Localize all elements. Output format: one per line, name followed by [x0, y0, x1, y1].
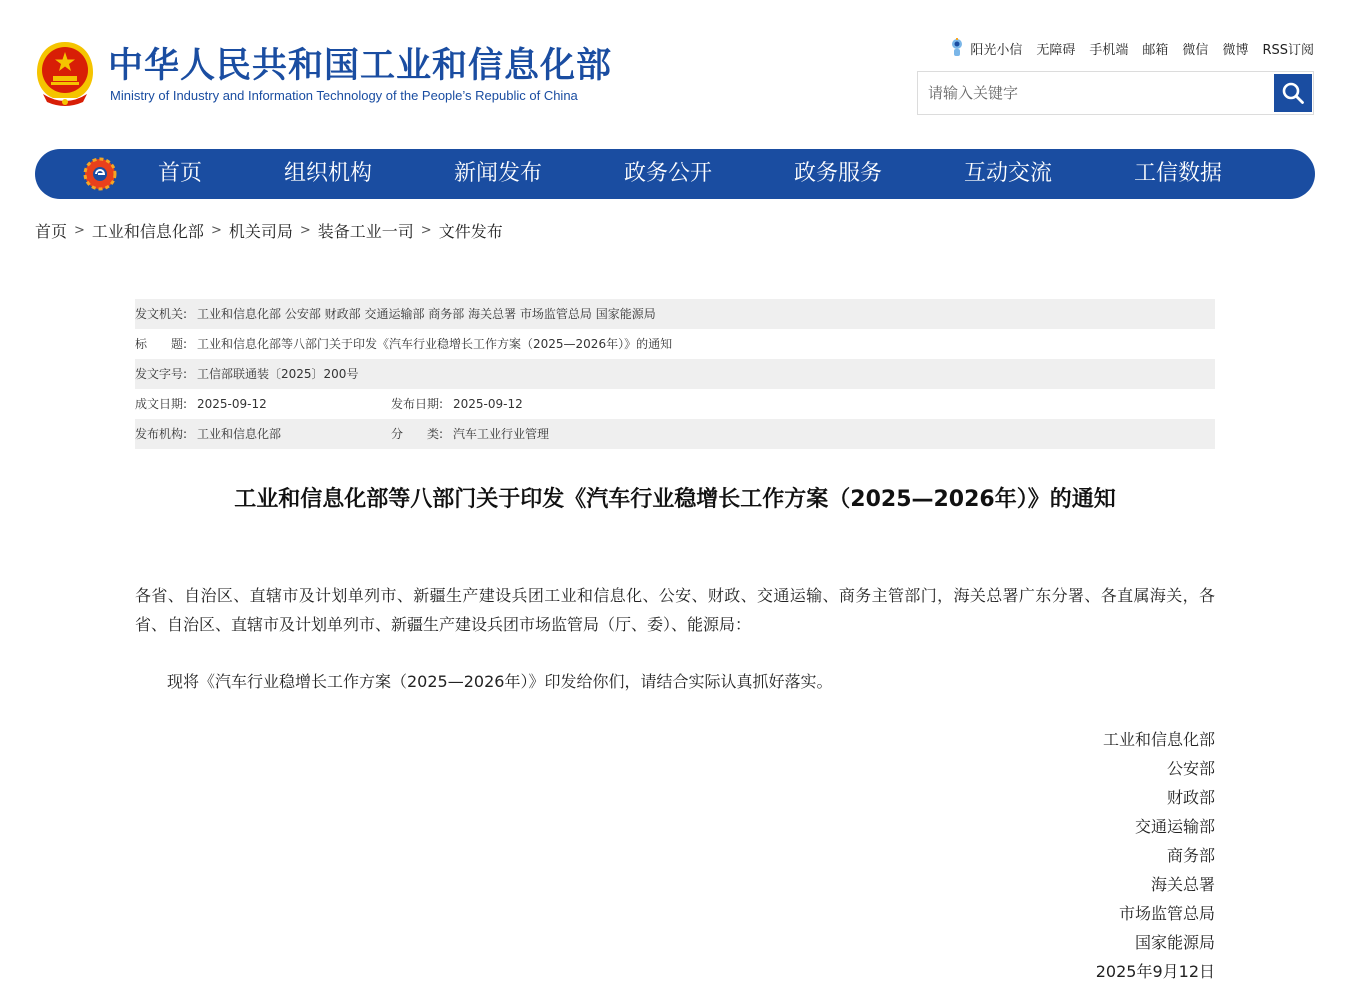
- signatory: 工业和信息化部: [1102, 730, 1215, 749]
- breadcrumb-separator: >: [299, 223, 311, 238]
- document-addressees: 各省、自治区、直辖市及计划单列市、新疆生产建设兵团工业和信息化、公安、财政、交通运输、商务主管部门，海关总署广东分署、各直属海关，各省、自治区、直辖市及计划单列市、新疆生产建设兵团市场监管局（厅、委）、能源局：: [135, 586, 1215, 634]
- signatory: 海关总署: [1150, 875, 1215, 894]
- meta-agency-label: 发布机构:: [135, 427, 188, 441]
- site-title-en: Ministry of Industry and Information Technology of the People’s Republic of China: [110, 88, 578, 103]
- robot-mascot-icon: [950, 38, 964, 58]
- meta-title-value: 工业和信息化部等八部门关于印发《汽车行业稳增长工作方案（2025—2026年）》的通知: [197, 337, 673, 351]
- meta-issuer-value: 工业和信息化部 公安部 财政部 交通运输部 商务部 海关总署 市场监管总局 国家能源局: [197, 307, 656, 321]
- meta-created-label: 成文日期:: [135, 397, 188, 411]
- meta-row-dates: [135, 389, 1215, 419]
- meta-row-issuer: [135, 299, 1215, 329]
- document-heading: 工业和信息化部等八部门关于印发《汽车行业稳增长工作方案（2025—2026年）》的通知: [234, 487, 1116, 512]
- miit-logo-icon: [83, 157, 117, 191]
- top-link-weibo[interactable]: 微博: [1222, 42, 1249, 58]
- signatory: 交通运输部: [1134, 817, 1215, 836]
- meta-issuer-label: 发文机关:: [135, 307, 188, 321]
- breadcrumb-separator: >: [210, 223, 222, 238]
- document-date: 2025年9月12日: [1095, 962, 1215, 981]
- top-link-mail[interactable]: 邮箱: [1142, 42, 1169, 58]
- breadcrumb-home[interactable]: 首页: [35, 222, 68, 241]
- breadcrumb-equipment-dept[interactable]: 装备工业一司: [317, 222, 414, 241]
- top-links: [950, 37, 1314, 59]
- meta-published-label: 发布日期:: [391, 397, 444, 411]
- main-nav: [35, 149, 1315, 199]
- meta-row-docno: [135, 359, 1215, 389]
- signatories: [1096, 725, 1215, 982]
- top-link-sunshine[interactable]: [950, 38, 1022, 58]
- meta-title-label: 标 题:: [135, 337, 188, 351]
- search-icon: [1281, 81, 1305, 105]
- meta-published-value: 2025-09-12: [453, 397, 523, 411]
- meta-docno-value: 工信部联通装〔2025〕200号: [197, 367, 359, 381]
- nav-interaction[interactable]: 互动交流: [964, 161, 1053, 186]
- nav-data[interactable]: 工信数据: [1134, 161, 1223, 186]
- document-body: 现将《汽车行业稳增长工作方案（2025—2026年）》印发给你们，请结合实际认真抓好落实。: [167, 672, 833, 691]
- meta-agency-value: 工业和信息化部: [197, 427, 282, 441]
- nav-home[interactable]: 首页: [158, 161, 203, 186]
- top-link-sunshine-label: 阳光小信: [970, 42, 1023, 58]
- national-emblem-icon: [33, 40, 97, 108]
- nav-organization[interactable]: 组织机构: [284, 161, 373, 186]
- breadcrumb: [35, 219, 503, 242]
- top-link-rss[interactable]: RSS订阅: [1262, 42, 1314, 58]
- meta-category-value: 汽车工业行业管理: [453, 427, 550, 441]
- document-meta-table: [135, 299, 1215, 449]
- meta-created-value: 2025-09-12: [197, 397, 267, 411]
- meta-docno-label: 发文字号:: [135, 367, 188, 381]
- search-input[interactable]: [918, 72, 1274, 114]
- nav-news[interactable]: 新闻发布: [454, 161, 543, 186]
- breadcrumb-miit[interactable]: 工业和信息化部: [91, 222, 204, 241]
- breadcrumb-separator: >: [74, 223, 85, 238]
- signatory: 公安部: [1166, 759, 1215, 778]
- search-box: [917, 71, 1314, 115]
- top-link-wechat[interactable]: 微信: [1182, 42, 1209, 58]
- signatory: 国家能源局: [1134, 933, 1215, 952]
- meta-category-label: 分 类:: [391, 427, 444, 441]
- signatory: 商务部: [1166, 846, 1215, 865]
- breadcrumb-separator: >: [420, 223, 432, 238]
- signatory: 市场监管总局: [1118, 904, 1215, 923]
- top-link-mobile[interactable]: 手机端: [1089, 42, 1129, 58]
- nav-gov-affairs[interactable]: 政务公开: [624, 161, 713, 186]
- site-title-cn: 中华人民共和国工业和信息化部: [108, 46, 613, 86]
- meta-row-agency: [135, 419, 1215, 449]
- signatory: 财政部: [1166, 788, 1215, 807]
- breadcrumb-departments[interactable]: 机关司局: [228, 222, 293, 241]
- breadcrumb-file-release[interactable]: 文件发布: [438, 222, 503, 241]
- top-link-accessibility[interactable]: 无障碍: [1036, 42, 1076, 58]
- nav-gov-services[interactable]: 政务服务: [794, 161, 883, 186]
- meta-row-title: [135, 329, 1215, 359]
- search-button[interactable]: [1274, 74, 1312, 112]
